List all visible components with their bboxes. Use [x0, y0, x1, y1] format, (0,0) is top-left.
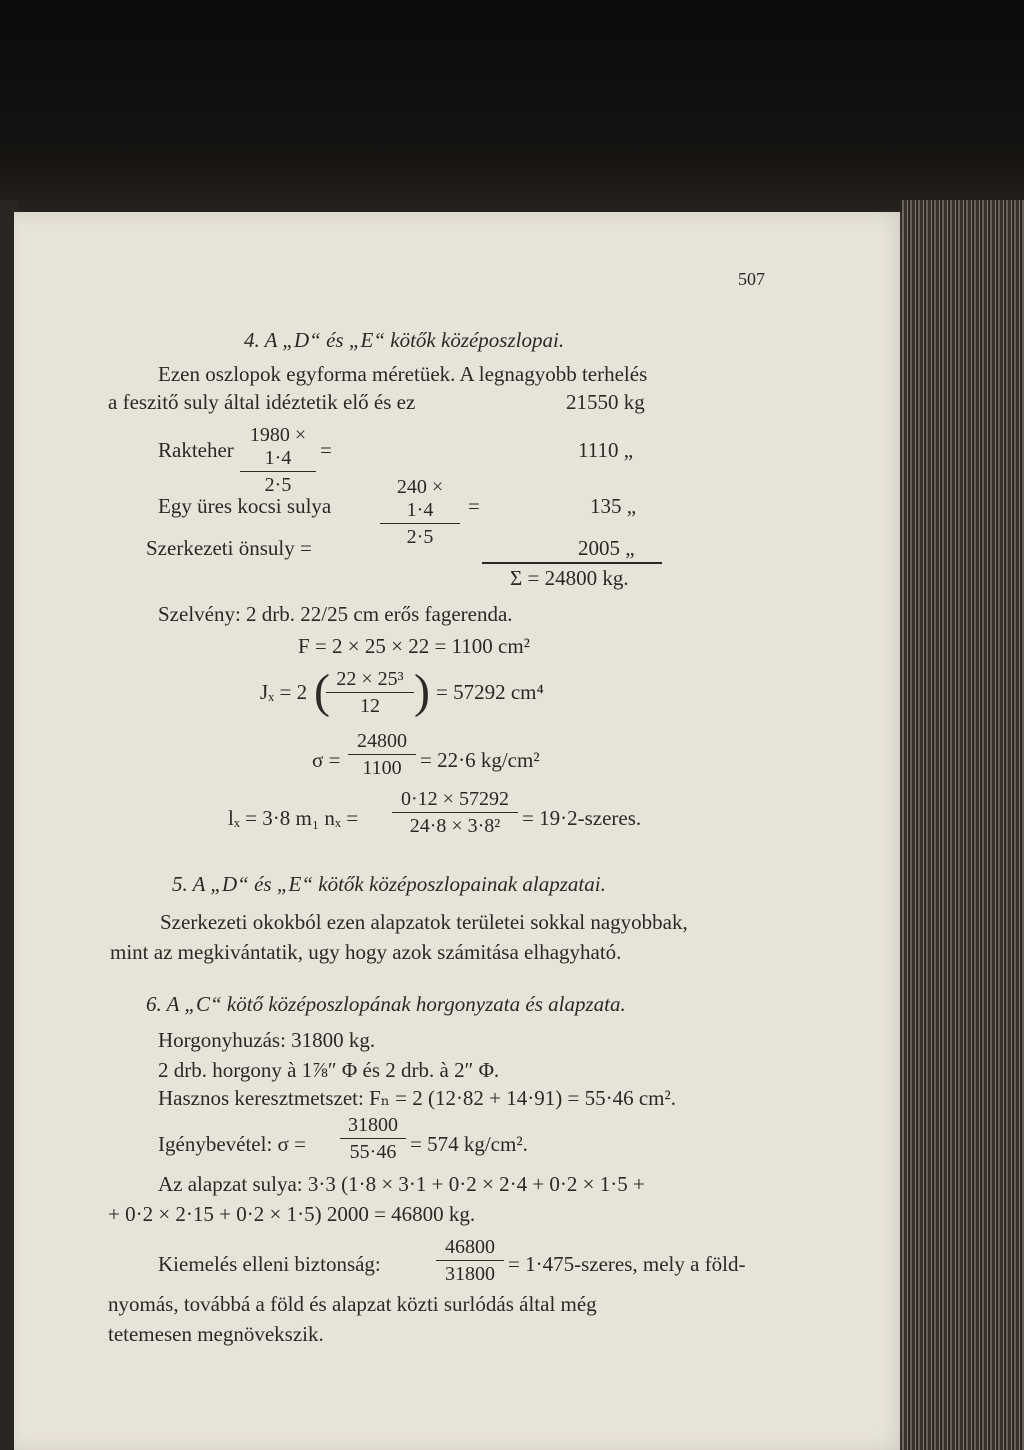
szelveny-line: Szelvény: 2 drb. 22/25 cm erős fagerenda. — [158, 602, 513, 626]
fraction-numerator: 0·12 × 57292 — [392, 788, 518, 813]
section-6-heading: 6. A „C“ kötő középoszlopának horgonyzata és alapzata. — [146, 992, 626, 1016]
rakteher-fraction — [240, 424, 316, 497]
onsuly-value: 2005 „ — [578, 536, 635, 560]
section-4-heading: 4. A „D“ és „E“ kötők középoszlopai. — [244, 328, 565, 352]
sum-rule — [482, 562, 662, 564]
igenybevetel-fraction — [340, 1114, 406, 1164]
sum-total: Σ = 24800 kg. — [510, 566, 629, 590]
inertia-fraction — [326, 668, 414, 718]
paragraph-line: Szerkezeti okokból ezen alapzatok területei sokkal nagyobbak, — [160, 910, 688, 934]
fraction-denominator: 24·8 × 3·8² — [409, 815, 501, 837]
paren-open: ( — [314, 665, 330, 718]
sigma-fraction — [348, 730, 416, 780]
paren-close: ) — [414, 665, 430, 718]
equals-sign: = — [468, 494, 480, 518]
paragraph-line: nyomás, továbbá a föld és alapzat közti surlódás által még — [108, 1292, 597, 1316]
area-formula: F = 2 × 25 × 22 = 1100 cm² — [298, 634, 530, 658]
fraction-numerator: 240 × 1·4 — [380, 476, 460, 524]
section-5-heading: 5. A „D“ és „E“ kötők középoszlopainak alapzatai. — [172, 872, 606, 896]
onsuly-label: Szerkezeti önsuly = — [146, 536, 312, 560]
paragraph-line: 2 drb. horgony à 1⅞″ Φ és 2 drb. à 2″ Φ. — [158, 1058, 500, 1082]
paragraph-line: Horgonyhuzás: 31800 kg. — [158, 1028, 376, 1052]
paragraph-line: a feszitő suly által idéztetik elő és ez — [108, 390, 416, 414]
paragraph-line: Ezen oszlopok egyforma méretüek. A legnagyobb terhelés — [158, 362, 648, 386]
kocsi-label: Egy üres kocsi sulya — [158, 494, 332, 518]
fraction-numerator: 46800 — [436, 1236, 504, 1261]
fraction-denominator: 1100 — [362, 757, 402, 779]
page-edges — [900, 200, 1024, 1450]
rakteher-value: 1110 „ — [578, 438, 634, 462]
page-number: 507 — [738, 269, 765, 289]
kiemeles-fraction — [436, 1236, 504, 1286]
fraction-numerator: 1980 × 1·4 — [240, 424, 316, 472]
kiemeles-right: = 1·475-szeres, mely a föld- — [508, 1252, 746, 1276]
paragraph-line: + 0·2 × 2·15 + 0·2 × 1·5) 2000 = 46800 kg. — [108, 1202, 476, 1226]
kocsi-fraction — [380, 476, 460, 549]
fraction-denominator: 2·5 — [264, 474, 292, 496]
equals-sign: = — [320, 438, 332, 462]
lx-left: lₓ = 3·8 m₁ nₓ = — [228, 806, 359, 830]
fraction-numerator: 22 × 25³ — [326, 668, 414, 693]
dark-background — [0, 0, 1024, 215]
fraction-denominator: 31800 — [445, 1263, 495, 1285]
fraction-denominator: 12 — [360, 695, 380, 717]
inertia-left: Jₓ = 2 — [260, 680, 308, 704]
lx-right: = 19·2-szeres. — [522, 806, 642, 830]
kiemeles-left: Kiemelés elleni biztonság: — [158, 1252, 381, 1276]
fraction-denominator: 55·46 — [349, 1141, 397, 1163]
fraction-denominator: 2·5 — [406, 526, 434, 548]
paragraph-line: Az alapzat sulya: 3·3 (1·8 × 3·1 + 0·2 × 2·4 + 0·2 × 1·5 + — [158, 1172, 645, 1196]
load-value: 21550 kg — [566, 390, 645, 414]
paragraph-line: mint az megkivántatik, ugy hogy azok számitása elhagyható. — [110, 940, 622, 964]
sigma-right: = 22·6 kg/cm² — [420, 748, 540, 772]
kocsi-value: 135 „ — [590, 494, 637, 518]
fraction-numerator: 24800 — [348, 730, 416, 755]
inertia-right: = 57292 cm⁴ — [436, 680, 544, 704]
lx-fraction — [392, 788, 518, 838]
sigma-left: σ = — [312, 748, 341, 772]
rakteher-label: Rakteher — [158, 438, 234, 462]
fraction-numerator: 31800 — [340, 1114, 406, 1139]
igenybevetel-left: Igénybevétel: σ = — [158, 1132, 306, 1156]
igenybevetel-right: = 574 kg/cm². — [410, 1132, 528, 1156]
paragraph-line: tetemesen megnövekszik. — [108, 1322, 324, 1346]
paragraph-line: Hasznos keresztmetszet: Fₙ = 2 (12·82 + 14·91) = 55·46 cm². — [158, 1086, 677, 1110]
